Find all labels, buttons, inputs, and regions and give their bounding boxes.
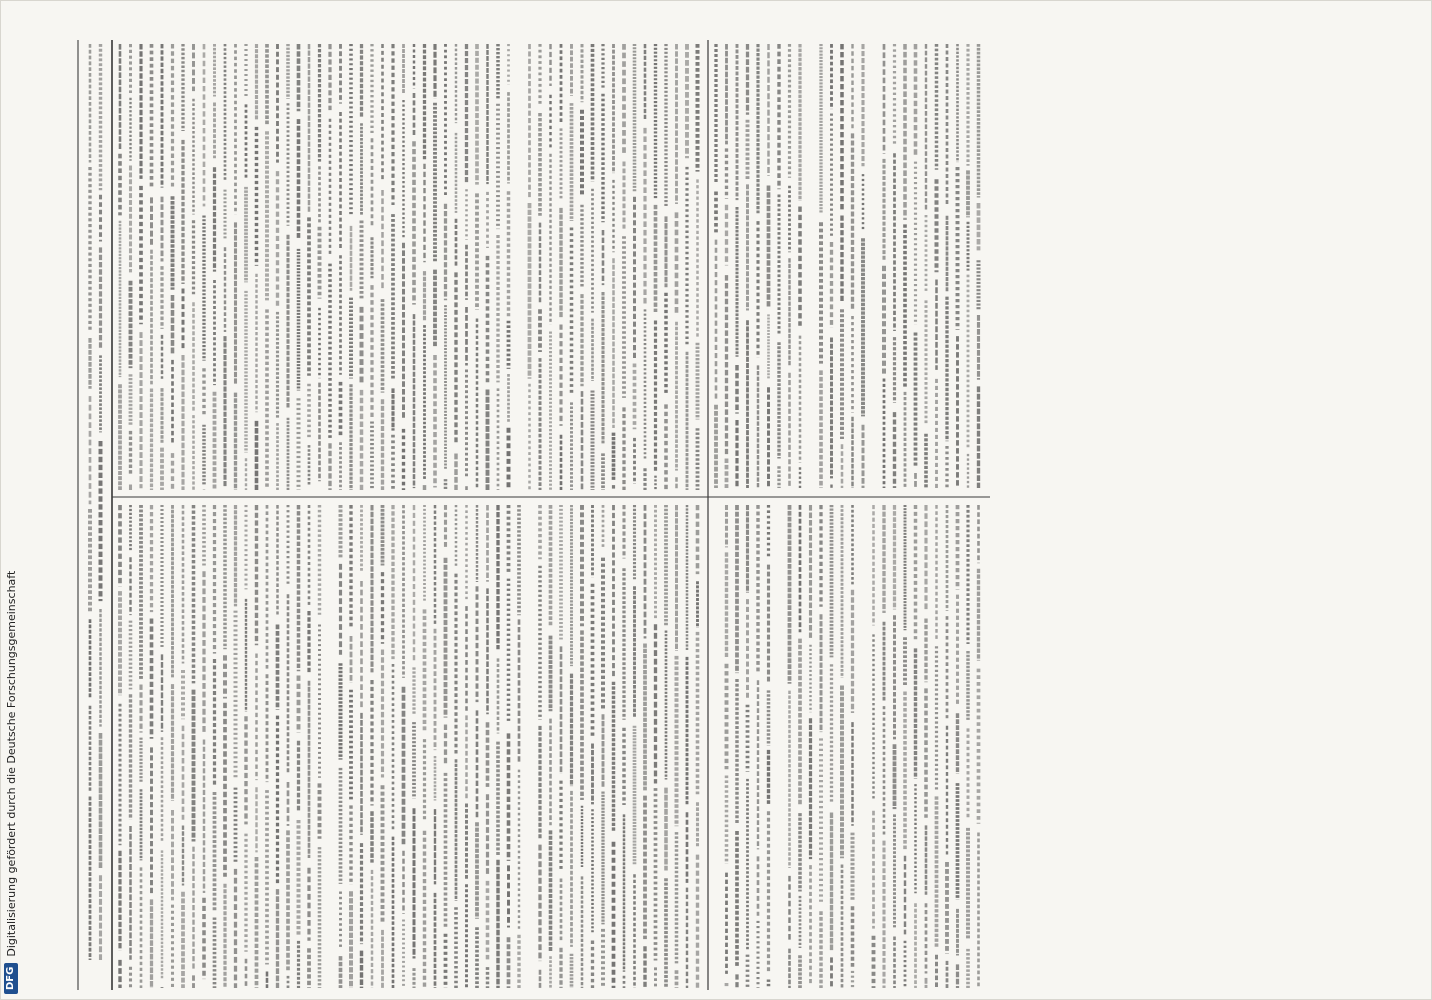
- dfg-logo-icon: DFG: [4, 963, 18, 994]
- credit-text: Digitalisierung gefördert durch die Deutsche Forschungsgemeinschaft: [4, 570, 18, 957]
- text-lines: [90, 44, 979, 988]
- digitization-credit: [2, 2, 20, 994]
